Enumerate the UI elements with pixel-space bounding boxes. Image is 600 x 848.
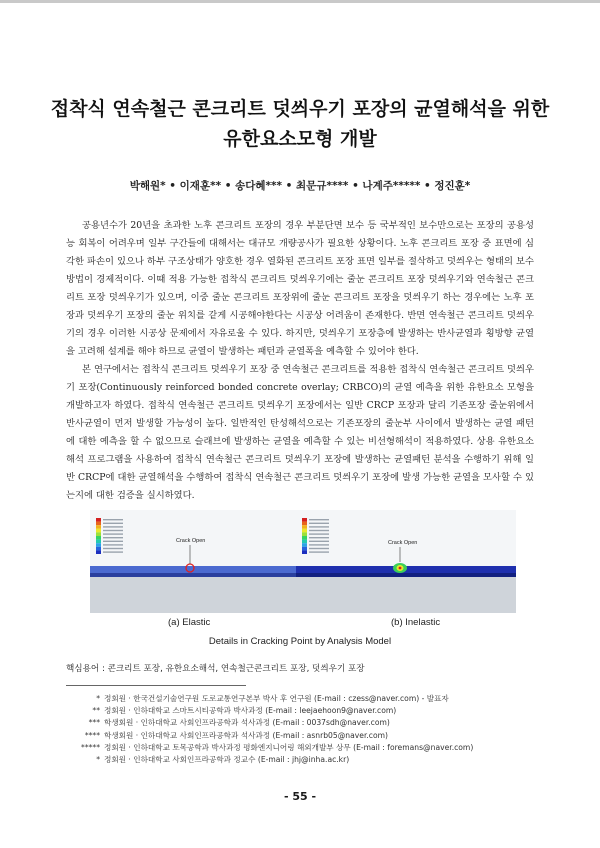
legend-swatch [302,522,307,526]
elastic-crack-label: Crack Open [176,538,206,544]
footnote-mark: ** [92,706,100,716]
keywords: 핵심용어 : 콘크리트 포장, 유한요소해석, 연속철근콘크리트 포장, 덧씌우기 포장 [66,664,365,674]
footnote [66,730,546,742]
footnotes [66,693,546,766]
legend-tick-text [103,533,123,534]
legend-tick-text [309,523,329,524]
paper-title [40,94,560,154]
legend-tick-text [309,526,329,527]
footnote-text: 정회원 · 한국건설기술연구원 도로교통연구본부 박사 후 연구원 (E-mail : czess@naver.com) - 발표자 [104,694,449,703]
legend-swatch [302,536,307,540]
legend-tick-text [103,530,123,531]
footnote-mark: **** [84,730,100,740]
abstract-paragraph-1: 공용년수가 20년을 초과한 노후 콘크리트 포장의 경우 부분단면 보수 등 국부적인 보수만으로는 포장의 공용성능 회복이 어려우며 일부 구간들에 대해서는 대규모 개량공사가 필요한 상황이다. 노후 콘크리트 포장 중 표면에 심각한 파손이 있으나 하부 구조상태가 양호한 경우 열화된 콘크리트 포장 표면 일부를 절삭하고 덧씌우는 형태의 보수 방법이 경제적이다. 이때 적용 가능한 접착식 콘크리트 덧씌우기에는 줄눈 콘크리트 포장 덧씌우기와 연속철근 콘크리트 포장 덧씌우기가 있으며, 이중 줄눈 콘크리트 포장위에 줄눈 콘크리트 포장을 덧씌우기 하는 경우에는 노후 포장과 덧씌우기 포장의 줄눈 위치를 같게 시공해야한다는 시공상 어려움이 존재한다. 반면 연속철근 콘크리트 덧씌우기의 경우 이러한 시공상 문제에서 자유로울 수 있다. 하지만, 덧씌우기 포장층에 발생하는 반사균열과 횡방향 균열을 고려해 설계를 해야 하므로 균열이 발생하는 패턴과 균열폭을 예측할 수 있어야 한다. [66,220,534,357]
elastic-fe-model [90,510,310,613]
legend-swatch [302,540,307,544]
figure-inelastic [296,510,516,613]
page-top-edge [0,0,600,3]
footnote [66,717,546,729]
footnote [66,693,546,705]
footnote-text: 정회원 · 인하대학교 토목공학과 박사과정 평화엔지니어링 해외개발부 상무 (E-mail : foremans@naver.com) [104,742,474,752]
inelastic-subgrade [296,577,516,613]
footnote [66,705,546,717]
caption-elastic: (a) Elastic [168,617,211,628]
legend-tick-text [103,544,123,545]
legend-swatch [302,532,307,536]
footnote-mark: *** [88,718,100,728]
legend-swatch [96,529,101,533]
abstract [66,217,534,505]
legend-tick-text [309,548,329,549]
legend-swatch [96,525,101,529]
legend-tick-text [309,519,329,520]
caption-inelastic: (b) Inelastic [391,617,441,628]
page-number: - 55 - [283,790,317,803]
elastic-base-layer [90,573,310,577]
legend-swatch [302,529,307,533]
legend-swatch [96,532,101,536]
legend-tick-text [309,551,329,552]
footnote [66,742,546,754]
legend-swatch [96,518,101,522]
footnote-mark: ***** [81,742,100,752]
legend-tick-text [103,548,123,549]
legend-tick-text [103,526,123,527]
footnote-text: 정회원 · 인하대학교 스마트시티공학과 박사과정 (E-mail : leejaehoon9@naver.com) [104,706,397,716]
legend-tick-text [309,533,329,534]
legend-swatch [96,547,101,551]
legend-swatch [302,543,307,547]
inelastic-base-layer [296,573,516,577]
footnote-rule [66,685,246,686]
figure-title: Details in Cracking Point by Analysis Model [208,636,392,647]
legend-tick-text [309,537,329,538]
legend-swatch [302,547,307,551]
inelastic-crack-core [399,567,402,570]
inelastic-crack-label: Crack Open [388,540,418,546]
legend-tick-text [103,523,123,524]
legend-tick-text [309,541,329,542]
legend-swatch [96,550,101,554]
legend-swatch [302,550,307,554]
legend-swatch [302,518,307,522]
abstract-paragraph-2: 본 연구에서는 접착식 콘크리트 덧씌우기 포장 중 연속철근 콘크리트를 적용한 접착식 연속철근 콘크리트 덧씌우기 포장(Continuously reinforced bonded concrete overlay; CRBCO)의 균열 예측을 위한 유한요소 모형을 개발하고자 하였다. 접착식 연속철근 콘크리트 덧씌우기 포장에서는 일반 CRCP 포장과 달리 기존포장 줄눈위에서 반사균열이 먼저 발생할 가능성이 높다. 일반적인 탄성해석으로는 기존포장의 줄눈부 사이에서 발생하는 균열 패턴에 대한 예측을 할 수 없으므로 슬래브에 발생하는 균열을 예측할 수 있는 비선형해석이 적용하였다. 상용 유한요소해석 프로그램을 사용하여 접착식 연속철근 콘크리트 덧씌우기 포장에 발생하는 균열패턴 분석을 수행하기 위해 일반 CRCP에 대한 균열해석을 수행하여 접착식 연속철근 콘크리트 덧씌우기 포장에 발생 가능한 균열을 모사할 수 있는지에 대한 검증을 실시하였다. [66,364,534,501]
inelastic-fe-model [296,510,516,613]
footnote-mark: * [96,755,100,765]
title-line-1: 접착식 연속철근 콘크리트 덧씌우기 포장의 균열해석을 위한 [50,98,550,120]
title-line-2: 유한요소모형 개발 [223,128,377,150]
footnote [66,754,546,766]
elastic-slab-layer [90,566,310,573]
footnote-text: 정회원 · 인하대학교 사회인프라공학과 정교수 (E-mail : jhj@inha.ac.kr) [104,755,350,765]
legend-tick-text [103,551,123,552]
legend-swatch [302,525,307,529]
footnote-text: 학생회원 · 인하대학교 사회인프라공학과 석사과정 (E-mail : asnrb05@naver.com) [104,730,388,740]
elastic-subgrade [90,577,310,613]
legend-tick-text [309,530,329,531]
author-list: 박해원* • 이재훈** • 송다혜*** • 최문규**** • 나계주***** • 정진훈* [129,180,471,192]
legend-swatch [96,543,101,547]
legend-swatch [96,522,101,526]
legend-swatch [96,536,101,540]
footnote-mark: * [96,694,100,703]
legend-swatch [96,540,101,544]
figure-elastic [90,510,310,613]
legend-tick-text [309,544,329,545]
legend-tick-text [103,519,123,520]
footnote-text: 학생회원 · 인하대학교 사회인프라공학과 석사과정 (E-mail : 0037sdh@naver.com) [104,718,390,728]
legend-tick-text [103,537,123,538]
legend-tick-text [103,541,123,542]
